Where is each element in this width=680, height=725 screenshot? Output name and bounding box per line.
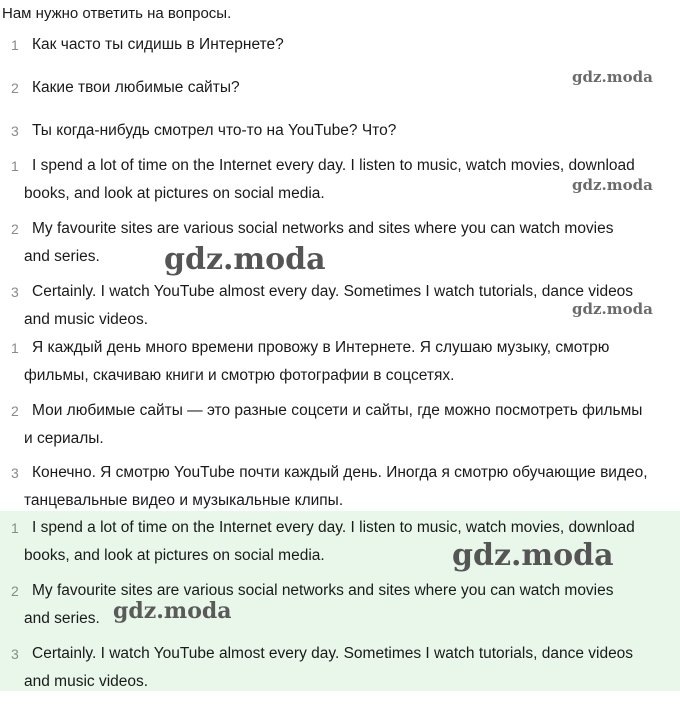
answer-line: books, and look at pictures on social media. bbox=[24, 547, 325, 564]
answer-ru-item bbox=[0, 459, 680, 515]
item-number: 3 bbox=[11, 284, 19, 300]
item-number: 2 bbox=[11, 221, 19, 237]
answer-line: and music videos. bbox=[24, 673, 149, 690]
answer-line: Certainly. I watch YouTube almost every day. Sometimes I watch tutorials, dance videos bbox=[32, 283, 634, 300]
answer-final-item bbox=[0, 640, 680, 696]
item-number: 1 bbox=[11, 340, 19, 356]
item-number: 2 bbox=[11, 583, 19, 599]
answer-line: I spend a lot of time on the Internet every day. I listen to music, watch movies, download bbox=[32, 157, 635, 174]
answer-line: I spend a lot of time on the Internet every day. I listen to music, watch movies, download bbox=[32, 519, 635, 536]
item-number: 3 bbox=[11, 465, 19, 481]
item-number: 3 bbox=[11, 646, 19, 662]
watermark: gdz.moda bbox=[452, 538, 614, 573]
item-number: 3 bbox=[11, 123, 19, 139]
watermark: gdz.moda bbox=[572, 176, 653, 194]
answer-line: фильмы, скачиваю книги и смотрю фотографии в соцсетях. bbox=[24, 367, 455, 384]
watermark: gdz.moda bbox=[164, 242, 326, 277]
answer-line: Мои любимые сайты — это разные соцсети и сайты, где можно посмотреть фильмы bbox=[32, 402, 643, 419]
answer-line: books, and look at pictures on social media. bbox=[24, 185, 325, 202]
answer-line: и сериалы. bbox=[24, 430, 104, 447]
answer-line: and music videos. bbox=[24, 311, 149, 328]
answer-line: Я каждый день много времени провожу в Интернете. Я слушаю музыку, смотрю bbox=[32, 339, 610, 356]
question-item bbox=[0, 117, 680, 145]
answer-final-item bbox=[0, 577, 680, 633]
answer-en-item bbox=[0, 215, 680, 271]
question-item bbox=[0, 31, 680, 59]
item-number: 1 bbox=[11, 158, 19, 174]
answer-line: My favourite sites are various social networks and sites where you can watch movies bbox=[32, 582, 614, 599]
question-text: Какие твои любимые сайты? bbox=[32, 79, 240, 96]
question-text: Как часто ты сидишь в Интернете? bbox=[32, 36, 284, 53]
item-number: 1 bbox=[11, 520, 19, 536]
answer-line: Certainly. I watch YouTube almost every day. Sometimes I watch tutorials, dance videos bbox=[32, 645, 634, 662]
watermark: gdz.moda bbox=[572, 68, 653, 86]
watermark: gdz.moda bbox=[113, 598, 232, 624]
question-text: Ты когда-нибудь смотрел что-то на YouTube? Что? bbox=[32, 122, 397, 139]
item-number: 1 bbox=[11, 37, 19, 53]
watermark: gdz.moda bbox=[572, 300, 653, 318]
answer-line: and series. bbox=[24, 610, 100, 627]
intro-text: Нам нужно ответить на вопросы. bbox=[2, 5, 232, 22]
item-number: 2 bbox=[11, 403, 19, 419]
answer-line: Конечно. Я смотрю YouTube почти каждый день. Иногда я смотрю обучающие видео, bbox=[32, 464, 648, 481]
answer-line: and series. bbox=[24, 248, 100, 265]
answer-line: танцевальные видео и музыкальные клипы. bbox=[24, 492, 344, 509]
answer-ru-item bbox=[0, 397, 680, 453]
answer-line: My favourite sites are various social networks and sites where you can watch movies bbox=[32, 220, 614, 237]
item-number: 2 bbox=[11, 80, 19, 96]
answer-ru-item bbox=[0, 334, 680, 390]
